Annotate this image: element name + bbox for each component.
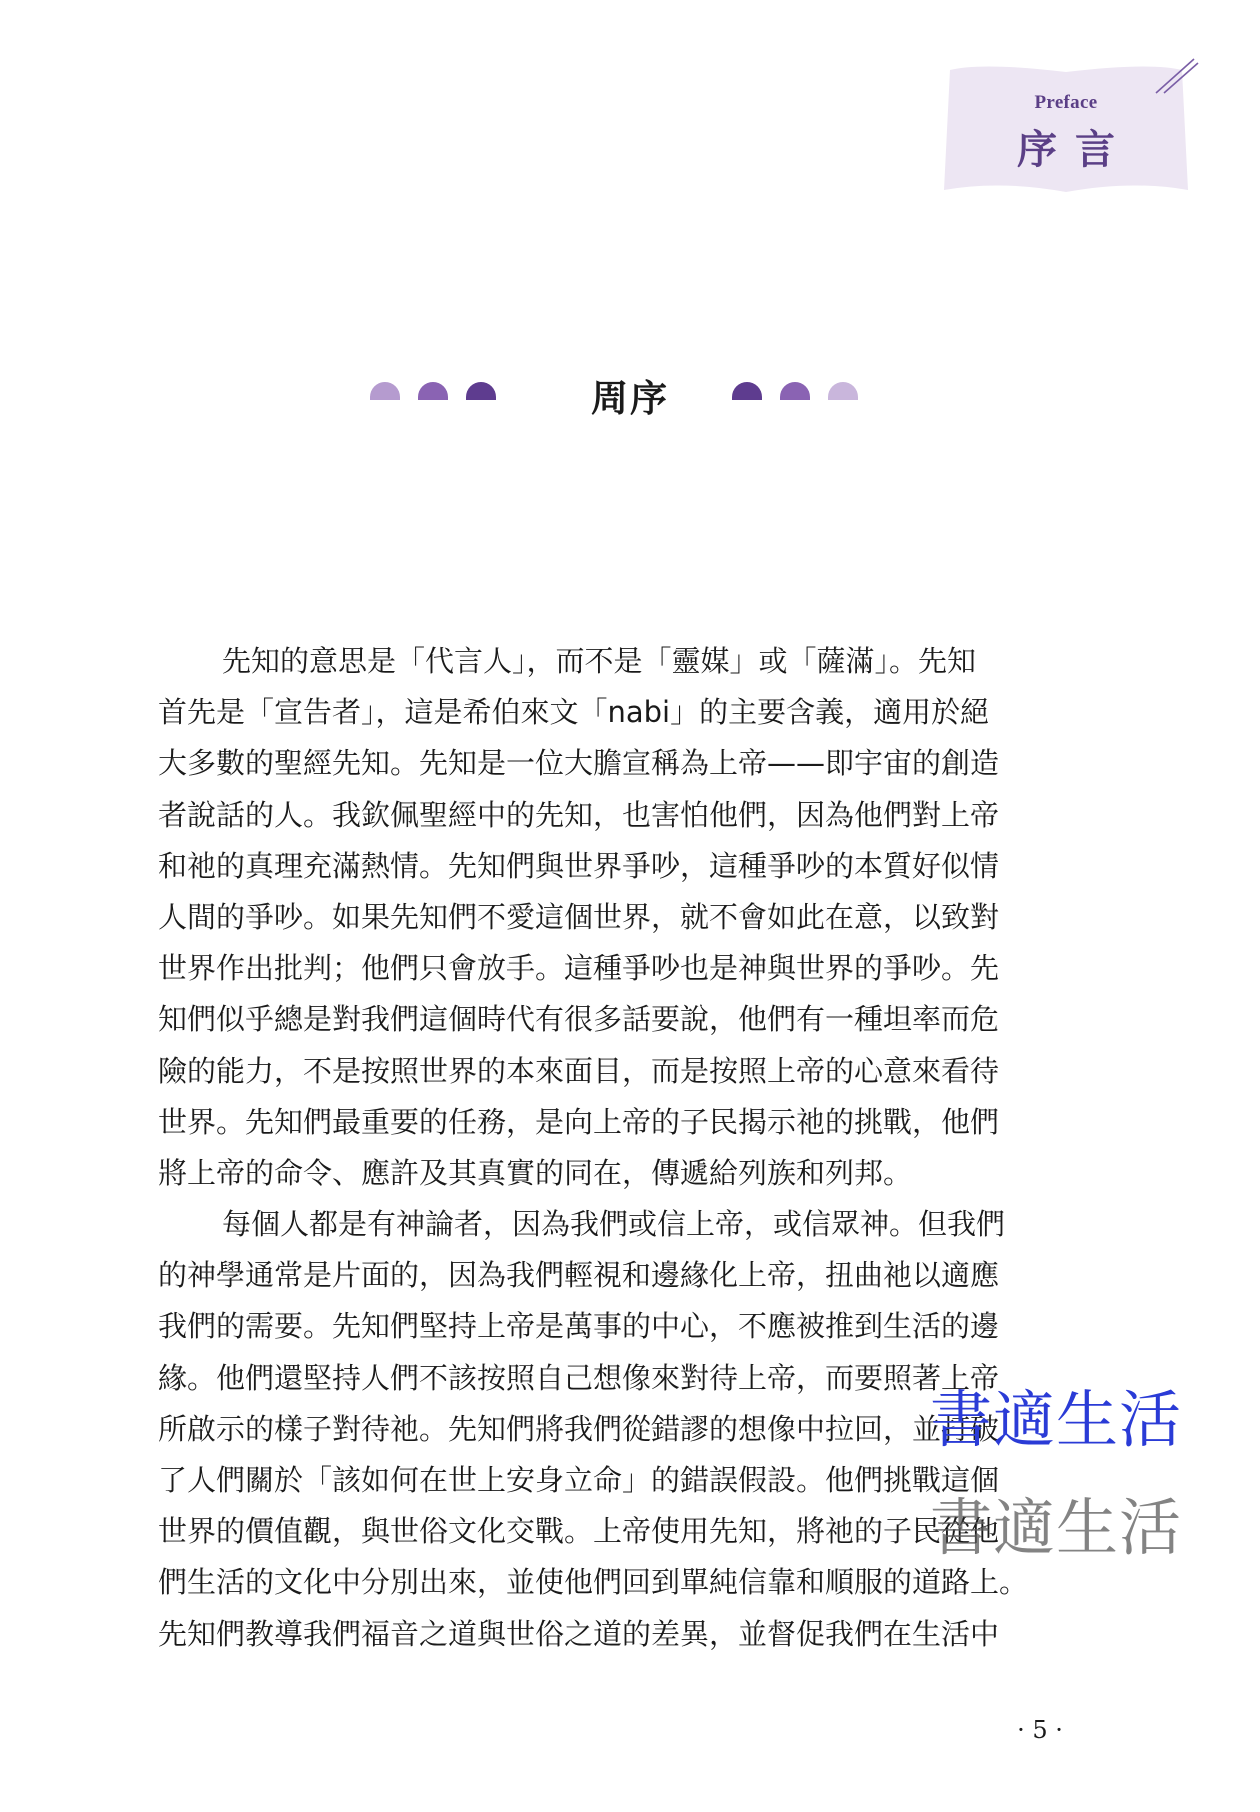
ornament-dot	[780, 382, 810, 400]
ornament-dot	[418, 382, 448, 400]
section-label-chinese: 序言	[1017, 126, 1133, 173]
ornament-dot	[828, 382, 858, 400]
text-line: 我們的需要。先知們堅持上帝是萬事的中心，不應被推到生活的邊	[158, 1309, 1000, 1344]
text-line: 世界作出批判；他們只會放手。這種爭吵也是神與世界的爭吵。先	[158, 951, 1000, 986]
text-line: 者說話的人。我欽佩聖經中的先知，也害怕他們，因為他們對上帝	[158, 797, 1000, 832]
text-line: 每個人都是有神論者，因為我們或信上帝，或信眾神。但我們	[222, 1207, 1006, 1242]
text-line: 們生活的文化中分別出來，並使他們回到單純信靠和順服的道路上。	[158, 1565, 1029, 1600]
ornament-dot	[732, 382, 762, 400]
text-line: 和祂的真理充滿熱情。先知們與世界爭吵，這種爭吵的本質好似情	[158, 848, 1000, 883]
text-line: 所啟示的樣子對待祂。先知們將我們從錯謬的想像中拉回，並打破	[158, 1411, 1000, 1446]
text-line: 先知們教導我們福音之道與世俗之道的差異，並督促我們在生活中	[158, 1616, 1000, 1651]
chapter-title-row	[370, 368, 870, 418]
section-label-english: Preface	[1034, 92, 1098, 113]
text-line: 緣。他們還堅持人們不該按照自己想像來對待上帝，而要照著上帝	[158, 1360, 1000, 1395]
text-line: 知們似乎總是對我們這個時代有很多話要說，他們有一種坦率而危	[158, 1002, 1000, 1037]
text-line: 的神學通常是片面的，因為我們輕視和邊緣化上帝，扭曲祂以適應	[158, 1258, 1000, 1293]
page-number: · 5 ·	[1017, 1716, 1063, 1744]
text-line: 首先是「宣告者」，這是希伯來文「nabi」的主要含義，適用於絕	[158, 695, 990, 730]
text-line: 人間的爭吵。如果先知們不愛這個世界，就不會如此在意，以致對	[158, 899, 1000, 934]
decorative-slash-lines	[1150, 55, 1200, 95]
text-line: 大多數的聖經先知。先知是一位大膽宣稱為上帝——即宇宙的創造	[158, 746, 1000, 781]
watermark-blue: 書適生活	[930, 1383, 1183, 1456]
text-line: 世界。先知們最重要的任務，是向上帝的子民揭示祂的挑戰，他們	[158, 1104, 1000, 1139]
text-line: 世界的價值觀，與世俗文化交戰。上帝使用先知，將祂的子民從他	[158, 1514, 1000, 1549]
watermark-gray: 書適生活	[930, 1491, 1183, 1564]
text-line: 險的能力，不是按照世界的本來面目，而是按照上帝的心意來看待	[158, 1053, 1000, 1088]
text-line: 將上帝的命令、應許及其真實的同在，傳遞給列族和列邦。	[158, 1155, 913, 1190]
chapter-title: 周序	[591, 376, 669, 420]
ornament-dot	[466, 382, 496, 400]
text-line: 了人們關於「該如何在世上安身立命」的錯誤假設。他們挑戰這個	[158, 1463, 1000, 1497]
paragraph	[158, 636, 1073, 1199]
ornament-dot	[370, 382, 400, 400]
text-line: 先知的意思是「代言人」，而不是「靈媒」或「薩滿」。先知	[222, 644, 977, 678]
